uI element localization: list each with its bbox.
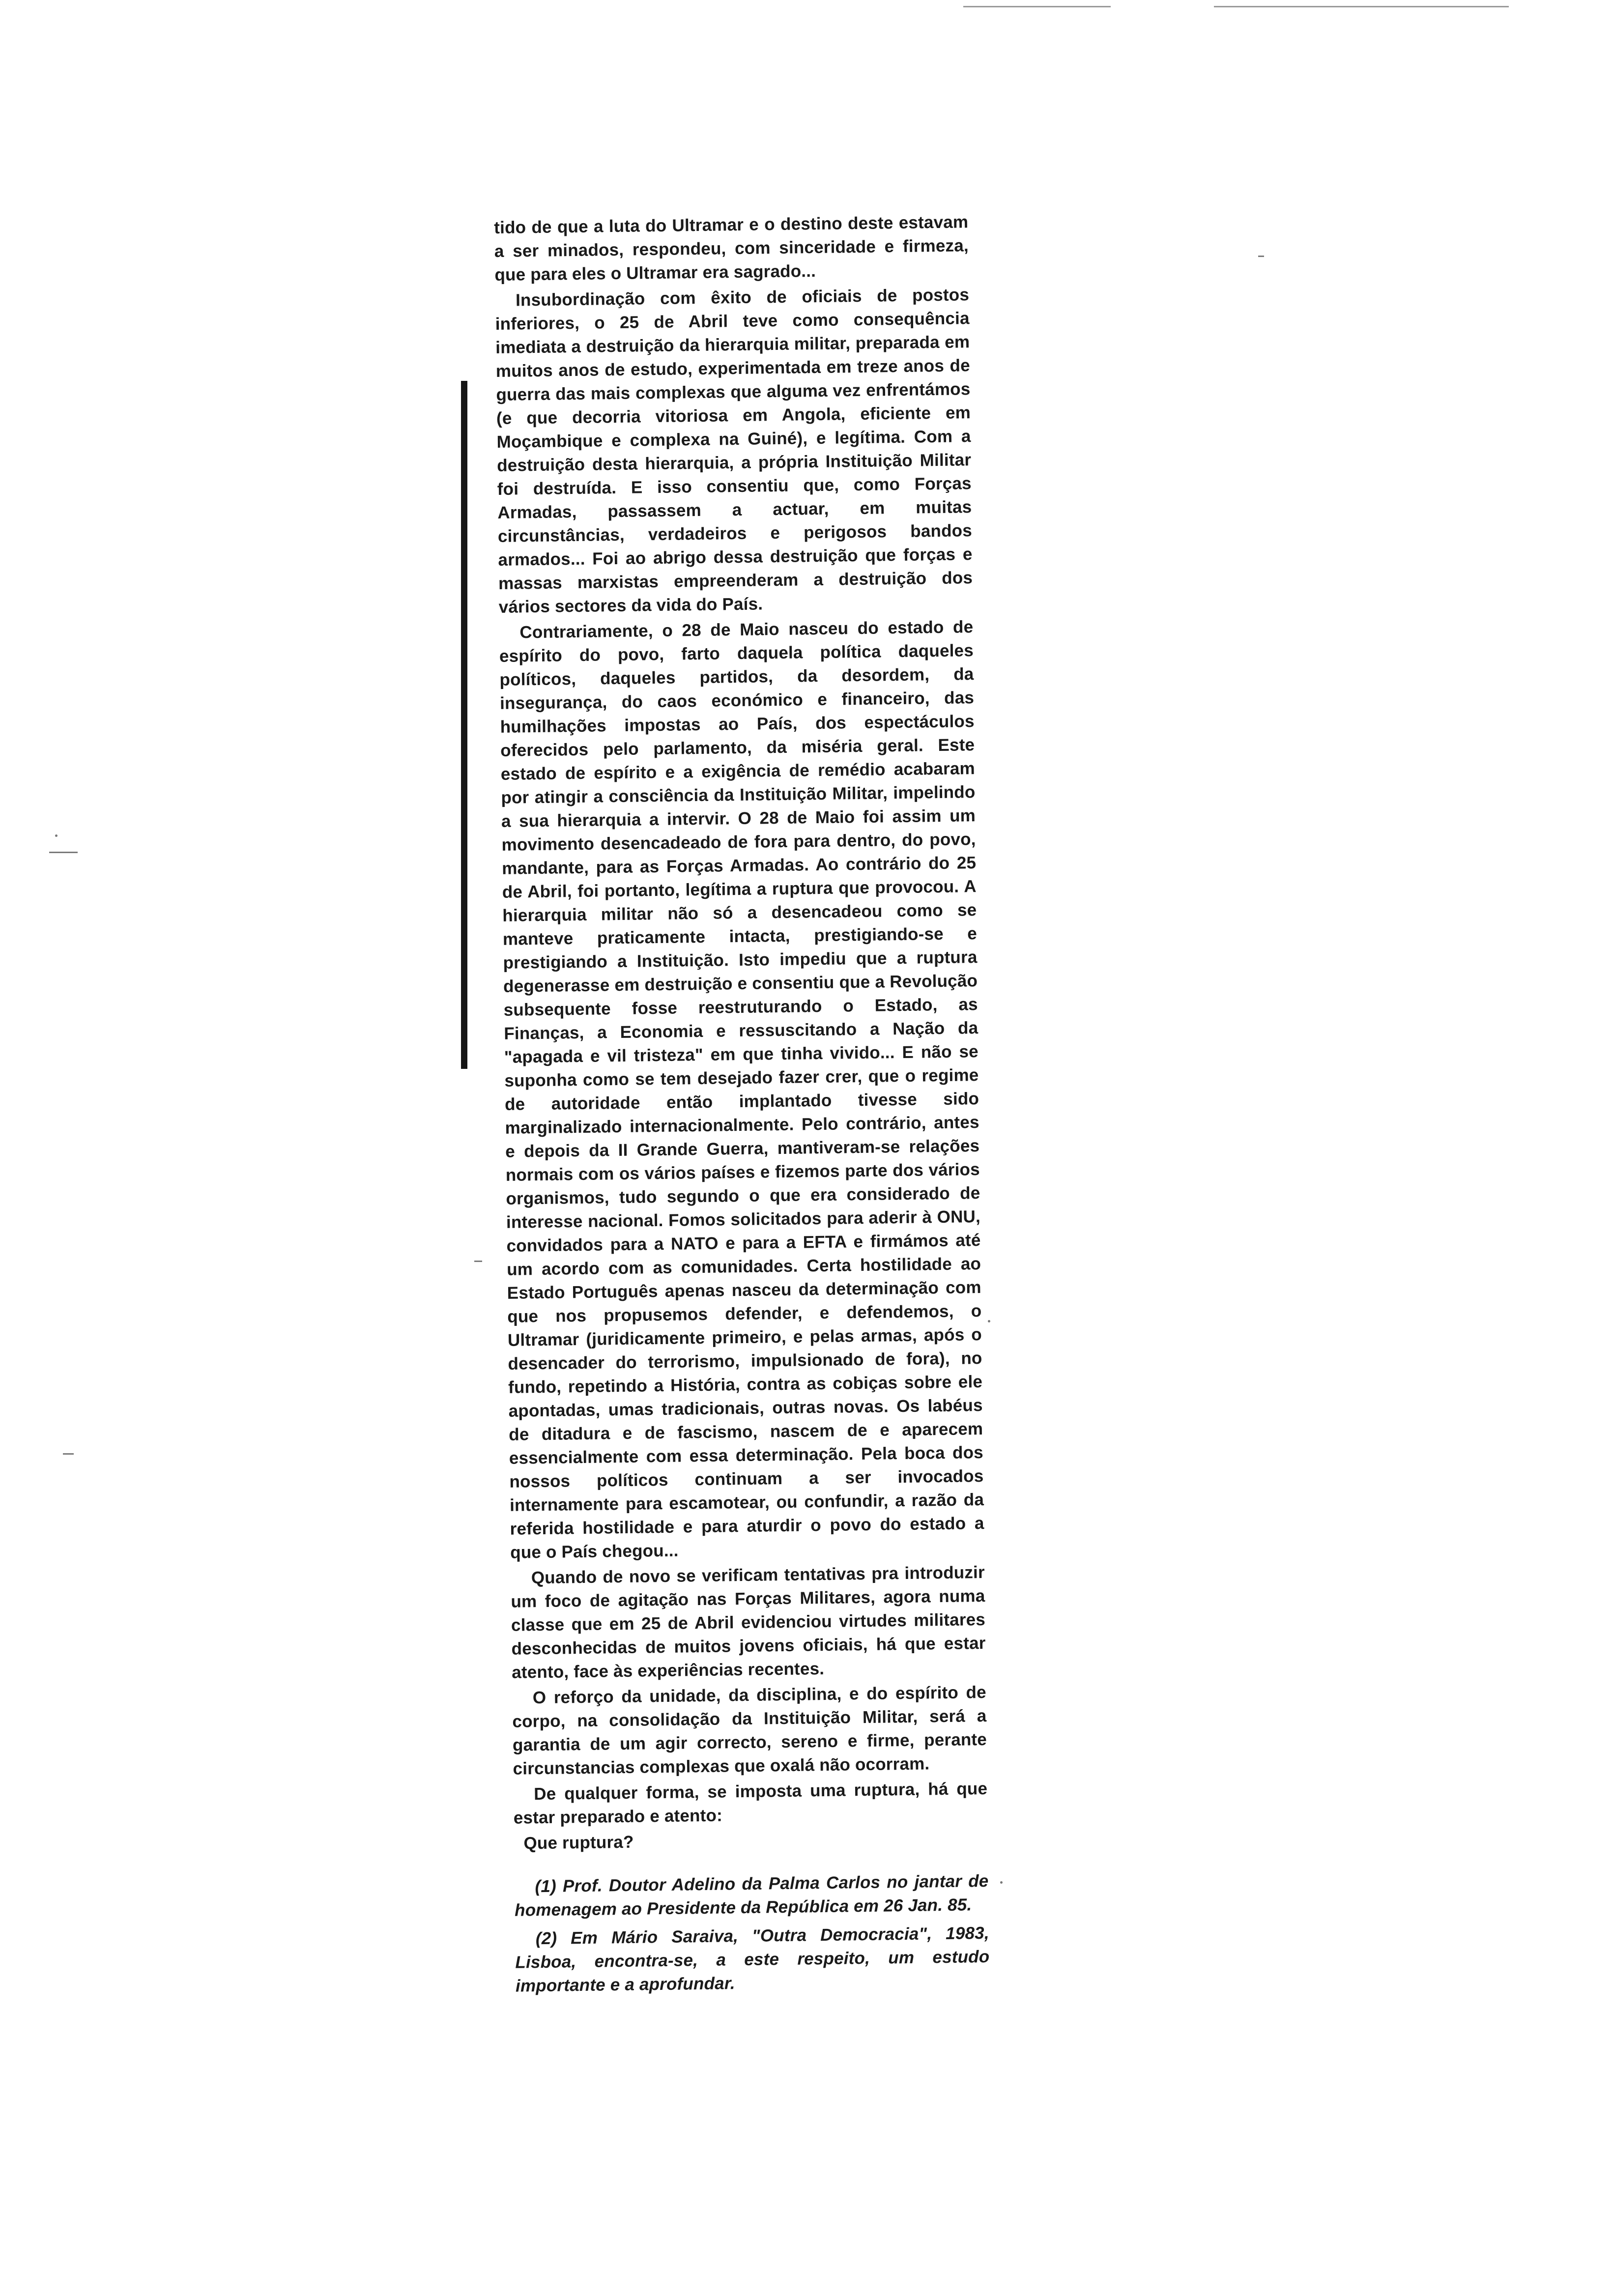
paragraph: De qualquer forma, se imposta uma ruptura, há que estar preparado e atento: — [513, 1779, 988, 1828]
footnote: (2) Em Mário Saraiva, "Outra Democracia", 1983, Lisboa, encontra-se, a este respeito, um estudo importante e a aprofundar. — [515, 1923, 990, 1996]
margin-marker-bar — [461, 381, 467, 1069]
paragraph: Quando de novo se verificam tentativas pra introduzir um foco de agitação nas Forças Militares, agora numa classe que em 25 de Abril evidenciou virtudes militares desconhecidas de muitos jovens oficiais, há que estar atento, face às experiências recentes. — [511, 1563, 986, 1682]
scan-speck — [1000, 1881, 1003, 1884]
scan-edge-line — [963, 6, 1111, 7]
paragraph: tido de que a luta do Ultramar e o destino deste estavam a ser minados, respondeu, com sinceridade e firmeza, que para eles o Ultramar era sagrado... — [494, 212, 969, 285]
scan-speck — [55, 834, 58, 837]
scan-speck — [49, 852, 78, 853]
footnote: (1) Prof. Doutor Adelino da Palma Carlos no jantar de homenagem ao Presidente da República em 26 Jan. 85. — [514, 1871, 989, 1920]
text-column — [494, 210, 993, 2280]
paragraph: Contrariamente, o 28 de Maio nasceu do estado de espírito do povo, farto daquela política daqueles políticos, daqueles partidos, da desordem, da insegurança, do caos económico e financeiro, das humilhações impostas ao País, dos espectáculos oferecidos pelo parlamento, da miséria geral. Este estado de espírito e a exigência de remédio acabaram por atingir a consciência da Instituição Militar, impelindo a sua hierarquia a intervir. O 28 de Maio foi assim um movimento desencadeado de fora para dentro, do povo, mandante, para as Forças Armadas. Ao contrário do 25 de Abril, foi portanto, legítima a ruptura que provocou. A hierarquia militar não só a desencadeou como se manteve praticamente intacta, prestigiando-se e prestigiando a Instituição. Isto impediu que a ruptura degenerasse em destruição e consentiu que a Revolução subsequente fosse reestruturando o Estado, as Finanças, a Economia e ressuscitando a Nação da "apagada e vil tristeza" em que tinha vivido... E não se suponha como se tem desejado fazer crer, que o regime de autoridade então implantado tivesse sido marginalizado internacionalmente. Pelo contrário, antes e depois da II Grande Guerra, mantiveram-se relações normais com os vários países e fizemos parte dos vários organismos, tudo segundo o que era considerado de interesse nacional. Fomos solicitados para aderir à ONU, convidados para a NATO e para a EFTA e firmámos até um acordo com as comunidades. Certa hostilidade ao Estado Português apenas nasceu da determinação com que nos propusemos defender, e defendemos, o Ultramar (juridicamente primeiro, e pelas armas, após o desencader do terrorismo, impulsionado de fora), no fundo, repetindo a História, contra as cobiças sobre ele apontadas, umas tradicionais, outras novas. Os labéus de ditadura e de fascismo, nascem de e aparecem essencialmente com essa determinação. Pela boca dos nossos políticos continuam a ser invocados internamente para escamotear, ou confundir, a razão da referida hostilidade e para aturdir o povo do estado a que o País chegou... — [499, 617, 984, 1562]
paragraph: Insubordinação com êxito de oficiais de postos inferiores, o 25 de Abril teve como consequência imediata a destruição da hierarquia militar, preparada em muitos anos de estudo, experimentada em treze anos de guerra das mais complexas que alguma vez enfrentámos (e que decorria vitoriosa em Angola, eficiente em Moçambique e complexa na Guiné), e legítima. Com a destruição desta hierarquia, a própria Instituição Militar foi destruída. E isso consentiu que, como Forças Armadas, passassem a actuar, em muitas circunstâncias, verdadeiros e perigosos bandos armados... Foi ao abrigo dessa destruição que forças e massas marxistas empreenderam a destruição dos vários sectores da vida do País. — [495, 285, 973, 617]
scan-speck — [1258, 256, 1264, 257]
scan-speck — [63, 1453, 74, 1455]
scan-speck — [474, 1261, 482, 1262]
scan-edge-line — [1214, 6, 1509, 7]
closing-question: Que ruptura? — [523, 1832, 634, 1853]
scan-speck — [988, 1320, 990, 1322]
paragraph: O reforço da unidade, da disciplina, e do espírito de corpo, na consolidação da Instituição Militar, será a garantia de um agir correcto, sereno e firme, perante circunstancias complexas que oxalá não ocorram. — [512, 1682, 987, 1779]
